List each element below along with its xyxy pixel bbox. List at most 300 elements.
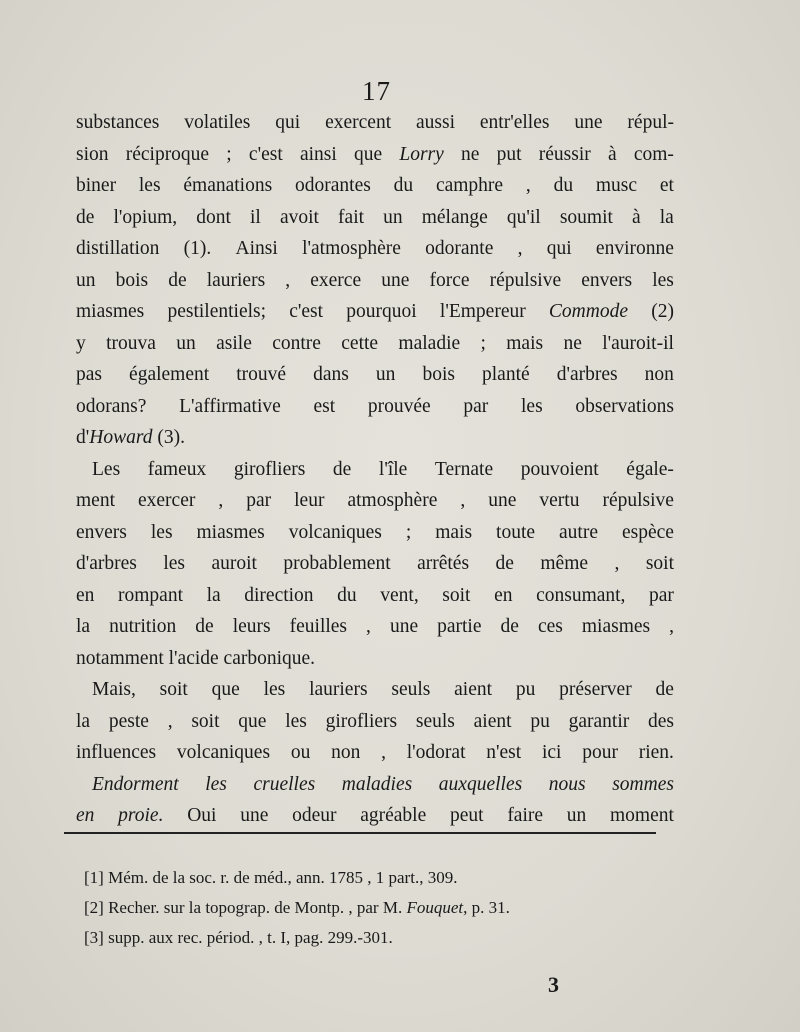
word [302, 238, 401, 260]
roman-text: , [381, 742, 386, 763]
roman-text: miasmes [76, 301, 145, 322]
roman-text: du [337, 584, 357, 606]
word [381, 742, 386, 764]
word [347, 490, 437, 512]
text-line [76, 427, 674, 459]
word [474, 711, 512, 733]
roman-text: auroit [211, 553, 257, 574]
word [184, 112, 250, 134]
roman-text: soit [645, 553, 674, 574]
body-text [76, 112, 674, 837]
word [507, 207, 541, 229]
word [559, 522, 598, 544]
word [341, 333, 378, 355]
roman-text: seuls [391, 679, 431, 700]
italic-text: Commode [548, 301, 628, 322]
roman-text: l'atmosphère [302, 238, 401, 259]
word [521, 459, 599, 481]
roman-text: com- [633, 143, 674, 165]
word [76, 490, 115, 512]
word [246, 490, 271, 512]
word [488, 490, 516, 512]
roman-text: Oui [187, 805, 217, 826]
word [490, 270, 561, 292]
footnote-divider [64, 832, 656, 834]
roman-text: trouva [106, 332, 156, 354]
word [342, 774, 412, 796]
word [559, 679, 632, 701]
word [118, 805, 163, 827]
word [354, 144, 382, 166]
word [381, 270, 409, 292]
roman-text: mais [435, 521, 473, 543]
roman-text: vertu [539, 490, 580, 511]
word [560, 207, 613, 229]
word [92, 679, 136, 701]
text-line [76, 207, 674, 239]
roman-text: rompant [118, 584, 183, 606]
roman-text: que [238, 710, 267, 732]
word [360, 805, 426, 827]
roman-text: probablement [283, 553, 391, 574]
text-line [76, 333, 674, 365]
roman-text: force [429, 269, 470, 291]
word [167, 301, 266, 323]
word [187, 805, 216, 827]
roman-text: de [655, 679, 674, 700]
roman-text: ; [226, 143, 232, 165]
roman-text: aient [454, 679, 493, 700]
word [542, 742, 562, 764]
roman-text: c'est [289, 301, 324, 322]
word [496, 553, 514, 575]
word [264, 679, 286, 701]
roman-text: d'arbres [76, 553, 137, 574]
roman-text: la [76, 710, 91, 732]
roman-text: partie [437, 616, 482, 637]
word [539, 144, 591, 166]
word [429, 270, 469, 292]
word [649, 585, 674, 607]
roman-text: il [250, 206, 261, 228]
word [195, 616, 213, 638]
roman-text: arrêtés [417, 553, 470, 574]
roman-text: (1). [183, 238, 212, 259]
word [376, 364, 396, 386]
roman-text: garantir [568, 710, 630, 732]
roman-text: l'Empereur [439, 301, 526, 322]
word [461, 144, 479, 166]
word [563, 333, 581, 355]
roman-text: exercer [138, 490, 196, 511]
roman-text: , [517, 238, 523, 259]
roman-text: , [285, 269, 291, 291]
roman-text: également [129, 364, 210, 385]
roman-text: aussi [416, 112, 456, 133]
roman-text: soumit [559, 206, 613, 228]
word [526, 175, 531, 197]
roman-text: rien. [638, 742, 674, 763]
word [581, 270, 632, 292]
word [129, 364, 209, 386]
roman-text: que [354, 143, 383, 165]
roman-text: agréable [360, 805, 427, 826]
word [482, 364, 530, 386]
roman-text: la [659, 206, 674, 228]
word [240, 805, 268, 827]
text-line [76, 144, 674, 176]
word [176, 333, 196, 355]
word [275, 112, 300, 134]
roman-text: ment [76, 490, 115, 511]
roman-text: cette [341, 332, 379, 354]
roman-text: ; [405, 521, 412, 543]
roman-text: camphre [435, 175, 504, 196]
text-line [76, 585, 674, 617]
word [238, 711, 266, 733]
word [295, 175, 371, 197]
roman-text: odorante [425, 238, 494, 259]
roman-text: Ternate [434, 458, 494, 480]
word [383, 207, 403, 229]
word [313, 364, 349, 386]
roman-text: répul- [627, 112, 674, 133]
roman-text: ne [563, 332, 582, 354]
word [596, 175, 637, 197]
roman-text: planté [482, 364, 530, 385]
roman-text: de [332, 458, 352, 480]
roman-text: mais [506, 332, 544, 354]
roman-text: distillation [76, 238, 160, 259]
word [407, 742, 466, 764]
roman-text: d'arbres [556, 364, 618, 385]
text-line [76, 711, 674, 743]
roman-text: espèce [621, 521, 674, 543]
word [538, 616, 563, 638]
word [331, 742, 360, 764]
roman-text: en [76, 584, 95, 606]
roman-text: observations [575, 395, 674, 417]
word [416, 711, 455, 733]
word [168, 711, 173, 733]
roman-text: de [168, 269, 187, 291]
roman-text: de [76, 206, 95, 228]
word [442, 585, 470, 607]
word [253, 774, 315, 796]
roman-text: de [495, 553, 514, 574]
roman-text: une [574, 112, 603, 133]
word [614, 553, 619, 575]
word [398, 333, 460, 355]
roman-text: mélange [421, 206, 488, 228]
roman-text: ici [541, 742, 562, 763]
italic-word: Howard [89, 427, 153, 448]
word [567, 805, 587, 827]
word [76, 805, 94, 827]
word [501, 616, 519, 638]
roman-text: préserver [559, 679, 632, 700]
word [291, 742, 311, 764]
roman-text: faire [507, 805, 544, 826]
text-line [76, 490, 674, 522]
roman-text: ; [480, 332, 486, 354]
word [463, 396, 488, 418]
word [422, 364, 455, 386]
word [76, 301, 144, 323]
roman-text: non [331, 742, 361, 763]
text-line [76, 679, 674, 711]
roman-text: ces [537, 616, 563, 637]
roman-text: réciproque [125, 143, 210, 165]
word [366, 616, 371, 638]
roman-text: , [460, 490, 466, 511]
roman-text: vent, [380, 584, 419, 606]
word [290, 616, 347, 638]
word [207, 270, 265, 292]
word [184, 238, 212, 260]
word [196, 207, 231, 229]
roman-text: pour [582, 742, 618, 763]
roman-text: l'auroit-il [602, 332, 674, 354]
word [497, 144, 522, 166]
word [422, 207, 488, 229]
word [325, 112, 391, 134]
roman-text: qui [546, 238, 572, 259]
roman-text: la [206, 584, 221, 606]
word [639, 742, 674, 764]
word [179, 396, 281, 418]
roman-text: bois [422, 364, 455, 385]
word [346, 301, 416, 323]
word [76, 616, 90, 638]
italic-text: les [205, 773, 227, 795]
roman-text: seuls [415, 710, 455, 732]
word [549, 301, 628, 323]
roman-text: musc [595, 175, 638, 196]
word [337, 585, 357, 607]
italic-text: nous [548, 773, 586, 795]
roman-text: lauriers [206, 269, 266, 291]
italic-text: maladies [341, 773, 413, 795]
italic-text: proie. [118, 805, 164, 826]
roman-text: qu'il [506, 206, 541, 228]
word [602, 333, 674, 355]
roman-text: dont [196, 206, 231, 228]
roman-text: , [218, 490, 224, 511]
roman-text: girofliers [233, 458, 306, 480]
word [540, 553, 588, 575]
roman-text: exercent [325, 112, 392, 133]
word [626, 459, 674, 481]
word [314, 396, 336, 418]
word [425, 238, 493, 260]
roman-text: un [383, 206, 403, 228]
roman-text: un [176, 332, 196, 354]
word [126, 144, 209, 166]
word [285, 711, 307, 733]
word [92, 774, 179, 796]
word [114, 207, 178, 229]
word [486, 742, 521, 764]
roman-text: que [211, 679, 240, 700]
text-line [76, 175, 674, 207]
roman-text: Ainsi [235, 238, 278, 259]
roman-text: soit [191, 710, 220, 732]
roman-text: girofliers [325, 710, 398, 732]
italic-text: en [76, 805, 95, 826]
roman-text: feuilles [289, 616, 348, 637]
word: notamment l'acide carbonique. [76, 647, 316, 669]
roman-text: pourquoi [346, 301, 417, 322]
roman-text: une [240, 805, 269, 826]
word [211, 553, 256, 575]
word [530, 711, 550, 733]
italic-text: Endorment [92, 773, 179, 795]
roman-text: égale- [626, 458, 674, 480]
word [379, 459, 407, 481]
roman-text: moment [610, 805, 674, 826]
roman-text: non [644, 364, 674, 385]
roman-text: les [263, 679, 286, 700]
word [660, 175, 674, 197]
word [648, 711, 674, 733]
word [205, 774, 227, 796]
word [436, 175, 503, 197]
roman-text: volcaniques [288, 521, 382, 543]
roman-text: prouvée [367, 395, 431, 417]
roman-text: pu [515, 679, 536, 700]
word [310, 270, 361, 292]
roman-text: fait [338, 206, 365, 228]
word [236, 364, 286, 386]
roman-text: , p. 31. [463, 898, 510, 917]
roman-text: dans [313, 364, 349, 385]
roman-text: Les [92, 458, 121, 480]
roman-text: envers [581, 269, 633, 291]
roman-text: pas [76, 364, 102, 385]
roman-text: n'est [486, 742, 522, 763]
roman-text: L'affirmative [179, 395, 281, 417]
roman-text: répulsive [489, 269, 562, 291]
text-line [76, 459, 674, 491]
word [216, 333, 252, 355]
word [494, 585, 512, 607]
word [521, 396, 543, 418]
word [207, 585, 221, 607]
roman-text: les [285, 710, 307, 732]
text-line [76, 364, 674, 396]
roman-text: bois [115, 269, 149, 291]
word [435, 459, 493, 481]
roman-text: qui [275, 112, 301, 133]
roman-text: odeur [292, 805, 337, 826]
word [608, 144, 617, 166]
roman-text: , [167, 710, 173, 732]
word [76, 553, 137, 575]
word [450, 805, 484, 827]
roman-text: influences [76, 742, 157, 763]
roman-text: nutrition [109, 616, 177, 637]
roman-text: fameux [147, 458, 207, 480]
word [212, 679, 240, 701]
roman-text: une [488, 490, 517, 511]
text-line [76, 553, 674, 585]
word [516, 679, 536, 701]
roman-text: , [525, 175, 531, 196]
roman-text: en [494, 584, 513, 606]
roman-text: contre [272, 332, 321, 354]
word [148, 459, 206, 481]
word [399, 144, 443, 166]
roman-text: une [381, 269, 410, 291]
roman-text: répulsive [602, 490, 674, 511]
text-line [76, 742, 674, 774]
word [76, 238, 159, 260]
roman-text: lauriers [309, 679, 368, 700]
word [496, 522, 535, 544]
word [92, 459, 120, 481]
word [76, 333, 86, 355]
roman-text: miasmes [581, 616, 651, 637]
word [610, 805, 674, 827]
text-line [76, 270, 674, 302]
word [289, 301, 323, 323]
italic-text: auxquelles [438, 773, 523, 795]
word [547, 238, 572, 260]
word [249, 144, 283, 166]
word [109, 711, 149, 733]
word [160, 679, 188, 701]
text-line [76, 522, 674, 554]
word [309, 679, 367, 701]
roman-text: trouvé [236, 364, 287, 385]
word: (3). [152, 427, 185, 448]
roman-text: par [463, 395, 489, 417]
roman-text: [3] supp. aux rec. périod. , t. I, pag. 299.-301. [84, 928, 393, 947]
word [596, 238, 674, 260]
word [118, 585, 183, 607]
word [76, 175, 116, 197]
word [539, 490, 579, 512]
roman-text: sion [76, 143, 109, 165]
roman-text: l'île [378, 458, 408, 480]
footnote [84, 928, 644, 958]
page-number: 17 [362, 76, 391, 106]
roman-text: y [76, 332, 86, 354]
roman-text: c'est [248, 143, 283, 165]
word [197, 522, 265, 544]
roman-text: à [632, 206, 641, 228]
word [582, 616, 650, 638]
roman-text: Mais, [92, 679, 136, 700]
signature-mark: 3 [548, 972, 559, 997]
word [569, 711, 630, 733]
word [163, 553, 185, 575]
roman-text: pu [530, 710, 550, 732]
word [554, 175, 574, 197]
word [634, 144, 674, 166]
word [236, 238, 278, 260]
roman-text: [2] Recher. sur la topograp. de Montp. , par M. [84, 898, 407, 917]
roman-text: par [246, 490, 272, 511]
word [602, 490, 673, 512]
word [300, 144, 337, 166]
word [76, 364, 102, 386]
roman-text: pouvoient [520, 458, 599, 480]
text-line [76, 774, 674, 806]
word [646, 553, 674, 575]
roman-text: par [649, 584, 674, 606]
